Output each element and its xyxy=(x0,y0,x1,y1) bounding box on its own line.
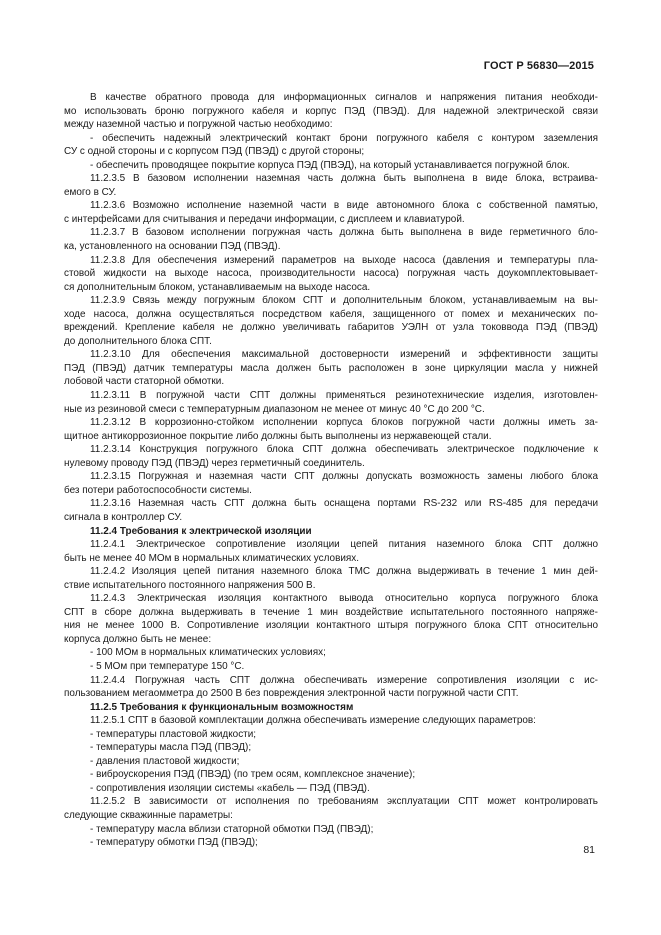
text-line: 11.2.3.15 Погружная и наземная части СПТ должны допускать возможность замены любого блока xyxy=(90,471,598,483)
text-line: сигнала в контроллер СУ. xyxy=(64,511,183,523)
document-body xyxy=(64,91,598,850)
text-line: - 5 МОм при температуре 150 °С. xyxy=(90,660,245,672)
text-line: - виброускорения ПЭД (ПВЭД) (по трем осям, комплексное значение); xyxy=(90,769,416,781)
text-line: ПЭД (ПВЭД) датчик температуры масла должен быть расположен в зоне циркуляции масла у нижней xyxy=(64,362,598,374)
text-line: - температуры пластовой жидкости; xyxy=(90,728,257,740)
text-line: ся дополнительным блоком, устанавливаемым на выходе насоса. xyxy=(64,281,371,293)
text-line: 11.2.4.3 Электрическая изоляция контактного вывода относительно корпуса погружного блока xyxy=(90,593,598,605)
text-line: быть не менее 40 МОм в нормальных климатических условиях. xyxy=(64,552,360,564)
text-line: ствие испытательного постоянного напряжения 500 В. xyxy=(64,579,316,591)
text-line: - температуры масла ПЭД (ПВЭД); xyxy=(90,742,252,754)
text-line: ка, установленного на основании ПЭД (ПВЭД). xyxy=(64,241,281,253)
text-line: емого в СУ. xyxy=(64,186,117,198)
text-line: ные из резиновой смеси с температурным диапазоном не менее от минус 40 °С до 200 °С. xyxy=(64,403,485,415)
text-line: 11.2.5.2 В зависимости от исполнения по требованиям эксплуатации СПТ может контролировать xyxy=(90,796,598,808)
text-line: 11.2.3.7 В базовом исполнении погружная часть должна быть выполнена в виде герметичного бло- xyxy=(90,227,598,239)
text-line: нулевому проводу ПЭД (ПВЭД) через герметичный соединитель. xyxy=(64,457,365,469)
text-line: - температуру масла вблизи статорной обмотки ПЭД (ПВЭД); xyxy=(90,823,374,835)
text-line: стовой жидкости на выходе насоса, производительности насоса) погружная часть доукомплектовывает- xyxy=(64,268,598,280)
text-line: пользованием мегаомметра до 2500 В без повреждения электронной части погружной части СПТ. xyxy=(64,688,519,700)
section-heading: 11.2.4 Требования к электрической изоляции xyxy=(90,525,312,537)
text-line: СПТ в сборе должна выдерживать в течение 1 мин воздействие испытательного постоянного напряже- xyxy=(64,606,598,618)
text-line: корпуса должно быть не менее: xyxy=(64,633,212,645)
text-line: - обеспечить проводящее покрытие корпуса ПЭД (ПВЭД), на который устанавливается погружной блок. xyxy=(90,159,570,171)
text-line: 11.2.3.6 Возможно исполнение наземной части в виде автономного блока с собственной памятью, xyxy=(90,200,598,212)
text-line: В качестве обратного провода для информационных сигналов и напряжения питания необходи- xyxy=(90,92,598,103)
text-line: 11.2.3.12 В коррозионно-стойком исполнении корпуса блоков погружной части должны иметь за- xyxy=(90,417,598,429)
text-line: - давления пластовой жидкости; xyxy=(90,755,240,767)
text-line: следующие скважинные параметры: xyxy=(64,809,233,821)
text-line: щитное антикоррозионное покрытие либо должны быть выполнены из нержавеющей стали. xyxy=(64,430,492,442)
document-header-id: ГОСТ Р 56830—2015 xyxy=(483,60,594,72)
text-line: с интерфейсами для считывания и передачи информации, с дисплеем и клавиатурой. xyxy=(64,213,465,225)
text-line: СУ с одной стороны и с корпусом ПЭД (ПВЭД) с другой стороны; xyxy=(64,146,365,158)
text-line: вреждений. Крепление кабеля не должно увеличивать габаритов УЭЛН от узла токоввода ПЭД (ПВЭД) xyxy=(64,322,598,334)
text-line: ходе насоса, должна осуществляться посредством кабеля, защищенного от помех и механических по- xyxy=(64,308,598,320)
text-line: 11.2.3.5 В базовом исполнении наземная часть должна быть выполнена в виде блока, встраива- xyxy=(90,173,598,185)
text-line: - сопротивления изоляции системы «кабель — ПЭД (ПВЭД). xyxy=(90,782,370,794)
text-line: между наземной частью и погружной частью необходимо: xyxy=(64,119,333,131)
text-line: 11.2.3.8 Для обеспечения измерений параметров на выходе насоса (давления и температуры пла- xyxy=(90,254,598,266)
page-number: 81 xyxy=(583,844,595,856)
text-line: 11.2.3.16 Наземная часть СПТ должна быть оснащена портами RS-232 или RS-485 для передачи xyxy=(90,498,598,510)
text-line: 11.2.3.9 Связь между погружным блоком СПТ и дополнительным блоком, устанавливаемым на вы- xyxy=(90,295,598,307)
text-line: - 100 МОм в нормальных климатических условиях; xyxy=(90,647,326,659)
section-heading: 11.2.5 Требования к функциональным возможностям xyxy=(90,701,354,713)
text-line: лобовой части статорной обмотки. xyxy=(64,376,225,388)
text-line: 11.2.3.14 Конструкция погружного блока СПТ должна обеспечивать электрическое подключение к xyxy=(90,444,598,456)
text-line: - температуру обмотки ПЭД (ПВЭД); xyxy=(90,837,258,849)
text-line: без потери работоспособности системы. xyxy=(64,484,252,496)
text-line: 11.2.3.11 В погружной части СПТ должны применяться резинотехнические изделия, изготовлен- xyxy=(90,390,598,402)
text-line: 11.2.4.2 Изоляция цепей питания наземного блока ТМС должна выдерживать в течение 1 мин дей- xyxy=(90,566,598,578)
text-line: до дополнительного блока СПТ. xyxy=(64,335,212,347)
text-line: 11.2.3.10 Для обеспечения максимальной достоверности измерений и эффективности защиты xyxy=(90,349,598,361)
text-line: 11.2.4.1 Электрическое сопротивление изоляции цепей питания наземного блока СПТ должно xyxy=(90,539,598,551)
text-line: 11.2.5.1 СПТ в базовой комплектации должна обеспечивать измерение следующих параметров: xyxy=(90,715,536,727)
text-line: ния не менее 1000 В. Сопротивление изоляции контактного штыря погружного блока СПТ относительно xyxy=(64,620,598,632)
text-line: мо использовать броню погружного кабеля и корпус ПЭД (ПВЭД). Для надежной электрической связи xyxy=(64,105,598,117)
text-line: 11.2.4.4 Погружная часть СПТ должна обеспечивать измерение сопротивления изоляции с ис- xyxy=(90,674,598,686)
text-line: - обеспечить надежный электрический контакт брони погружного кабеля с контуром заземления xyxy=(90,132,598,144)
